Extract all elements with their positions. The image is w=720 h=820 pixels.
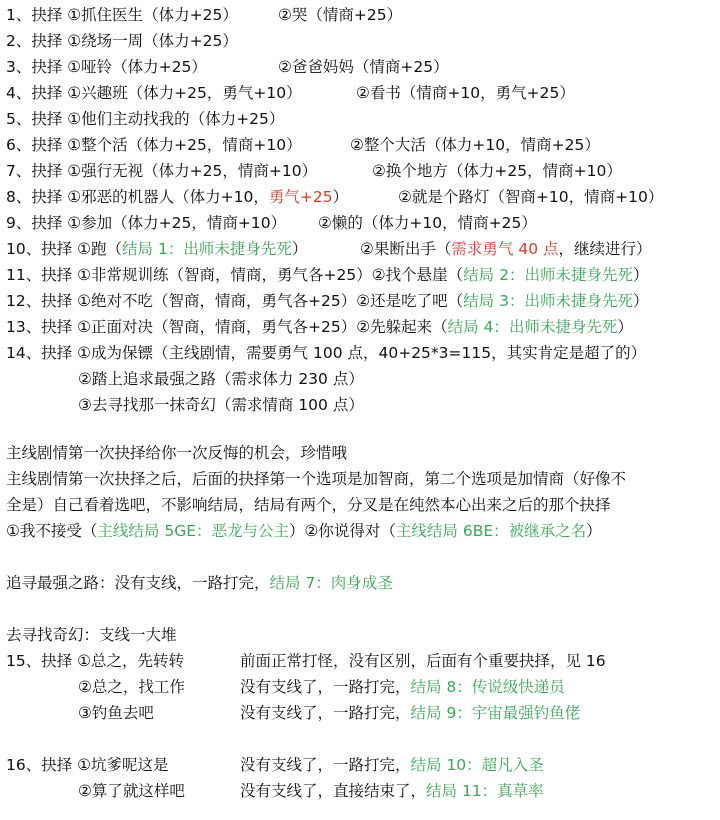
text-column bbox=[240, 700, 580, 726]
text-segment: 没有支线了，一路打完， bbox=[240, 704, 411, 722]
text-segment: 追寻最强之路：没有支线，一路打完， bbox=[6, 574, 270, 592]
text-column bbox=[318, 210, 537, 236]
text-segment: ②总之，找工作 bbox=[78, 678, 185, 696]
text-segment: ） bbox=[617, 318, 633, 336]
text-segment: 去寻找奇幻：支线一大堆 bbox=[6, 626, 177, 644]
text-line bbox=[6, 752, 720, 778]
text-segment: ②踏上追求最强之路（需求体力 230 点） bbox=[78, 370, 364, 388]
text-column bbox=[78, 778, 185, 804]
text-column bbox=[78, 700, 154, 726]
text-segment: 4、抉择 ①兴趣班（体力+25，勇气+10） bbox=[6, 84, 302, 102]
text-segment: 5、抉择 ①他们主动找我的（体力+25） bbox=[6, 110, 285, 128]
text-column bbox=[278, 54, 449, 80]
text-segment: 全是）自己看着选吧，不影响结局，结局有两个，分叉是在纯然本心出来之后的那个抉择 bbox=[6, 496, 611, 514]
text-line bbox=[6, 622, 720, 648]
text-segment: 3、抉择 ①哑铃（体力+25） bbox=[6, 58, 207, 76]
text-line bbox=[6, 366, 720, 392]
text-column bbox=[356, 80, 575, 106]
ending-label: 结局 4：出师未捷身先死 bbox=[447, 318, 618, 336]
ending-label: 结局 10：超凡入圣 bbox=[410, 756, 544, 774]
text-segment: 16、抉择 ①坑爹呢这是 bbox=[6, 756, 169, 774]
text-line bbox=[6, 184, 720, 210]
text-column bbox=[78, 674, 185, 700]
text-line bbox=[6, 440, 720, 466]
text-column bbox=[78, 392, 364, 418]
text-line bbox=[6, 392, 720, 418]
text-line bbox=[6, 700, 720, 726]
text-segment: ③去寻找那一抹奇幻（需求情商 100 点） bbox=[78, 396, 364, 414]
text-segment: 6、抉择 ①整个活（体力+25，情商+10） bbox=[6, 136, 302, 154]
text-segment: 没有支线了，直接结束了， bbox=[240, 782, 427, 800]
text-line bbox=[6, 132, 720, 158]
text-column bbox=[398, 184, 663, 210]
text-line bbox=[6, 492, 720, 518]
text-segment: 12、抉择 ①绝对不吃（智商，情商，勇气各+25）②还是吃了吧（ bbox=[6, 292, 464, 310]
text-segment: ②懒的（体力+10，情商+25） bbox=[318, 214, 537, 232]
text-segment: ） bbox=[332, 188, 349, 206]
text-segment: ②换个地方（体力+25，情商+10） bbox=[372, 162, 622, 180]
text-line bbox=[6, 518, 720, 544]
text-line bbox=[6, 674, 720, 700]
text-line bbox=[6, 106, 720, 132]
text-column bbox=[240, 778, 544, 804]
text-line bbox=[6, 288, 720, 314]
text-segment: ）②你说得对（ bbox=[289, 522, 396, 540]
text-segment: 主线剧情第一次抉择给你一次反悔的机会，珍惜哦 bbox=[6, 444, 348, 462]
ending-label: 主线结局 6BE：被继承之名 bbox=[395, 522, 587, 540]
ending-label: 结局 7：肉身成圣 bbox=[269, 574, 393, 592]
text-segment: 7、抉择 ①强行无视（体力+25，情商+10） bbox=[6, 162, 318, 180]
text-segment: ①我不接受（ bbox=[6, 522, 98, 540]
text-line bbox=[6, 2, 720, 28]
text-segment: ，继续进行） bbox=[558, 240, 652, 258]
text-segment: ②果断出手（ bbox=[360, 240, 452, 258]
text-segment: 15、抉择 ①总之，先转转 bbox=[6, 652, 185, 670]
text-column bbox=[240, 752, 544, 778]
text-segment: ②就是个路灯（智商+10，情商+10） bbox=[398, 188, 664, 206]
ending-label: 结局 3：出师未捷身先死 bbox=[463, 292, 633, 310]
text-line bbox=[6, 236, 720, 262]
text-column bbox=[350, 132, 600, 158]
text-line bbox=[6, 466, 720, 492]
text-line bbox=[6, 778, 720, 804]
text-segment: 没有支线了，一路打完， bbox=[240, 756, 411, 774]
text-column bbox=[78, 366, 364, 392]
text-segment: ） bbox=[586, 522, 602, 540]
text-line bbox=[6, 158, 720, 184]
text-segment: ②看书（情商+10，勇气+25） bbox=[356, 84, 575, 102]
text-line bbox=[6, 54, 720, 80]
text-segment: ） bbox=[291, 240, 308, 258]
text-segment: 8、抉择 ①邪恶的机器人（体力+10， bbox=[6, 188, 269, 206]
ending-label: 结局 8：传说级快递员 bbox=[410, 678, 565, 696]
text-line bbox=[6, 314, 720, 340]
text-column bbox=[372, 158, 622, 184]
text-segment: 14、抉择 ①成为保镖（主线剧情，需要勇气 100 点，40+25*3=115，其实肯定是超了的） bbox=[6, 344, 647, 362]
text-segment: 9、抉择 ①参加（体力+25，情商+10） bbox=[6, 214, 287, 232]
text-line bbox=[6, 28, 720, 54]
highlight-text: 勇气+25 bbox=[268, 188, 333, 206]
ending-label: 结局 11：真草率 bbox=[426, 782, 544, 800]
text-segment: 主线剧情第一次抉择之后，后面的抉择第一个选项是加智商，第二个选项是加情商（好像不 bbox=[6, 470, 627, 488]
text-line bbox=[6, 570, 720, 596]
text-line bbox=[6, 210, 720, 236]
text-segment: ②整个大活（体力+10，情商+25） bbox=[350, 136, 600, 154]
text-segment: 10、抉择 ①跑（ bbox=[6, 240, 123, 258]
text-segment: 2、抉择 ①绕场一周（体力+25） bbox=[6, 32, 238, 50]
text-column bbox=[240, 674, 565, 700]
text-line bbox=[6, 340, 720, 366]
text-segment: ） bbox=[632, 266, 649, 284]
text-segment: ②爸爸妈妈（情商+25） bbox=[278, 58, 449, 76]
text-column bbox=[278, 2, 402, 28]
ending-label: 结局 1：出师未捷身先死 bbox=[122, 240, 292, 258]
text-segment: ②哭（情商+25） bbox=[278, 6, 403, 24]
ending-label: 主线结局 5GE：恶龙与公主 bbox=[97, 522, 290, 540]
ending-label: 结局 9：宇宙最强钓鱼佬 bbox=[410, 704, 581, 722]
text-line bbox=[6, 80, 720, 106]
text-segment: 1、抉择 ①抓住医生（体力+25） bbox=[6, 6, 238, 24]
text-segment: 13、抉择 ①正面对决（智商，情商，勇气各+25）②先躲起来（ bbox=[6, 318, 448, 336]
text-column bbox=[360, 236, 652, 262]
text-segment: 没有支线了，一路打完， bbox=[240, 678, 411, 696]
text-segment: ③钓鱼去吧 bbox=[78, 704, 154, 722]
highlight-text: 需求勇气 40 点 bbox=[451, 240, 559, 258]
text-segment: 前面正常打怪，没有区别，后面有个重要抉择，见 16 bbox=[240, 652, 606, 670]
text-segment: ） bbox=[632, 292, 649, 310]
text-line bbox=[6, 262, 720, 288]
ending-label: 结局 2：出师未捷身先死 bbox=[463, 266, 633, 284]
text-segment: ②算了就这样吧 bbox=[78, 782, 185, 800]
text-column bbox=[240, 648, 606, 674]
text-segment: 11、抉择 ①非常规训练（智商，情商，勇气各+25）②找个悬崖（ bbox=[6, 266, 464, 284]
text-line bbox=[6, 648, 720, 674]
